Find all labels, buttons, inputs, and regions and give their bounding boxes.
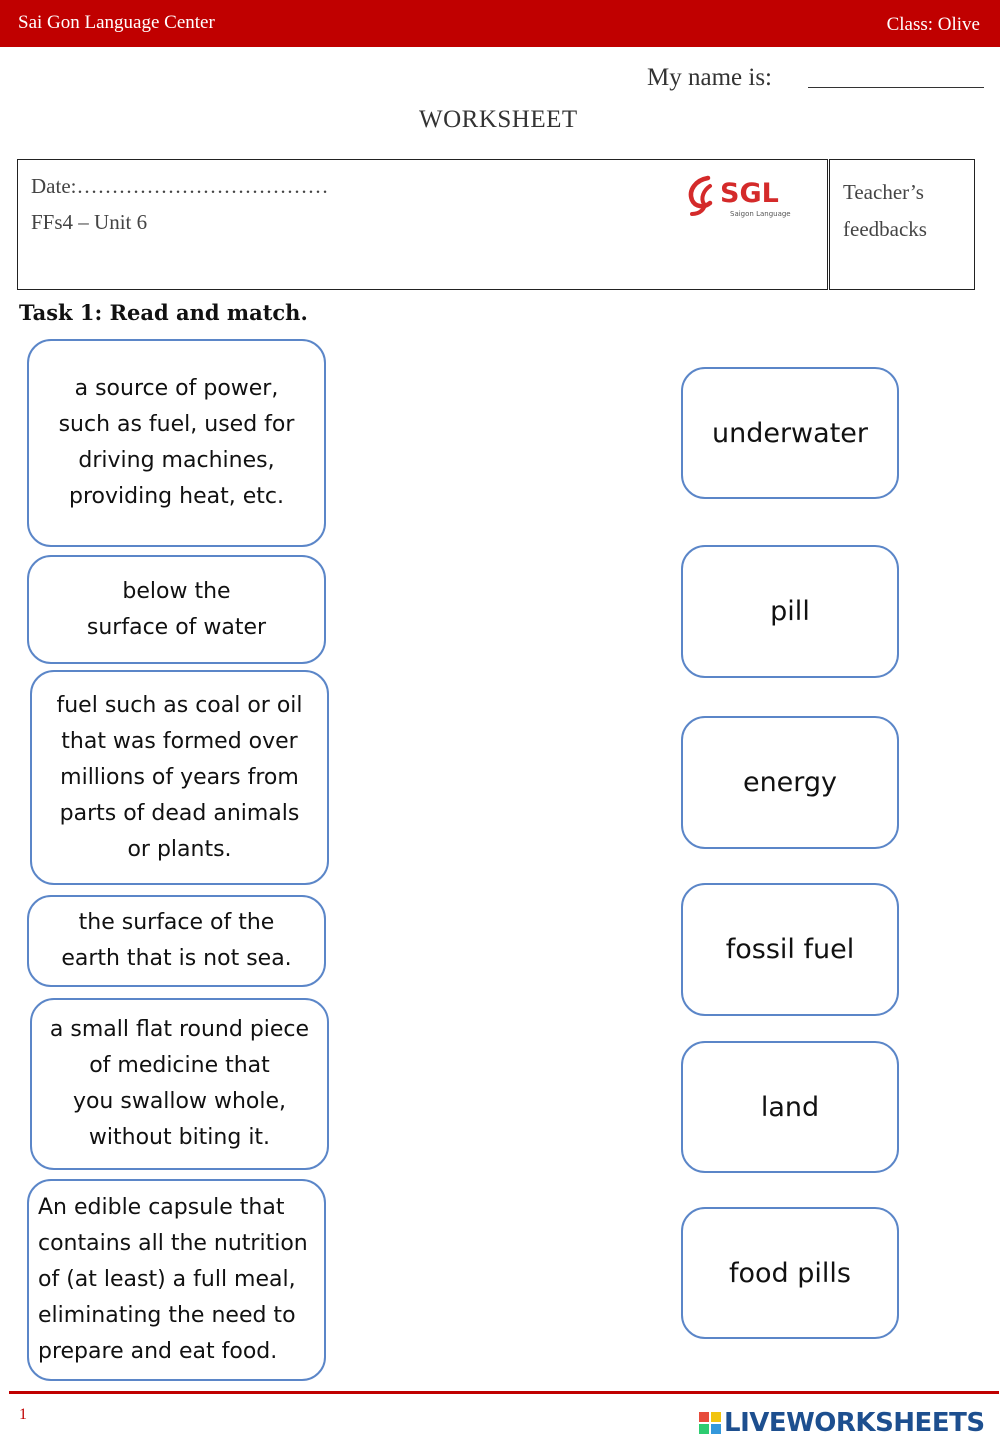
task-title: Task 1: Read and match. <box>19 300 308 325</box>
unit-label: FFs4 – Unit 6 <box>31 210 148 234</box>
word-card-energy[interactable]: energy <box>681 716 899 849</box>
feedback-box <box>829 159 975 290</box>
word-card-food-pills[interactable]: food pills <box>681 1207 899 1339</box>
word-card-pill[interactable]: pill <box>681 545 899 678</box>
footer-divider <box>9 1391 999 1394</box>
definition-card-5[interactable]: a small flat round piece of medicine that you swallow whole, without biting it. <box>30 998 329 1170</box>
liveworksheets-text: LIVEWORKSHEETS <box>724 1408 985 1438</box>
sgl-logo-icon <box>684 172 796 220</box>
worksheet-title: WORKSHEET <box>419 106 578 133</box>
name-input-line[interactable] <box>808 87 984 88</box>
logo-subtext: Saigon Language <box>730 210 791 218</box>
feedback-label <box>843 174 927 248</box>
logo-text: SGL <box>720 178 779 209</box>
definition-card-1[interactable]: a source of power, such as fuel, used for driving machines, providing heat, etc. <box>27 339 326 547</box>
word-card-underwater[interactable]: underwater <box>681 367 899 499</box>
page-number: 1 <box>19 1406 27 1423</box>
word-card-fossil-fuel[interactable]: fossil fuel <box>681 883 899 1016</box>
class-label: Class: Olive <box>886 14 980 35</box>
header-bar <box>0 0 1000 47</box>
name-label: My name is: <box>647 64 772 91</box>
definition-card-6[interactable]: An edible capsule that contains all the nutrition of (at least) a full meal, eliminating the need to prepare and eat food. <box>27 1179 326 1381</box>
date-field: Date:……………………………… <box>31 174 329 198</box>
definition-card-4[interactable]: the surface of the earth that is not sea. <box>27 895 326 987</box>
definition-card-3[interactable]: fuel such as coal or oil that was formed over millions of years from parts of dead animals or plants. <box>30 670 329 885</box>
liveworksheets-logo-icon <box>698 1411 722 1435</box>
feedback-line-2: feedbacks <box>843 217 927 241</box>
liveworksheets-brand[interactable] <box>698 1408 985 1438</box>
center-name: Sai Gon Language Center <box>18 12 215 33</box>
word-card-land[interactable]: land <box>681 1041 899 1173</box>
feedback-line-1: Teacher’s <box>843 180 924 204</box>
definition-card-2[interactable]: below the surface of water <box>27 555 326 664</box>
sgl-logo <box>684 172 796 220</box>
info-box <box>17 159 828 290</box>
